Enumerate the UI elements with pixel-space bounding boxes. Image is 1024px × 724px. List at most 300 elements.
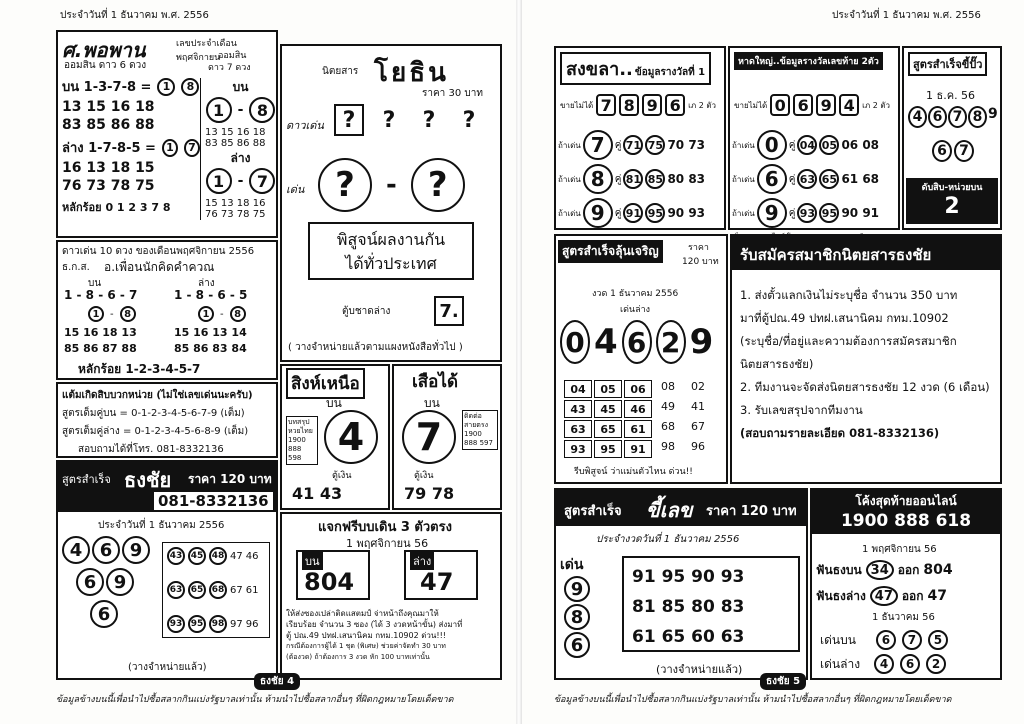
lunjarern-cell: 65 <box>594 420 622 438</box>
fast-date: 1 ธ.ค. 56 <box>926 89 976 102</box>
friend-box: ดาวเด่น 10 ดวง ของเดือนพฤศจิกายน 2556 ธ.ก.ส. อ.เพื่อนนักคิดคำควณ บน ล่าง 1 - 8 - 6 - 7 1 - 8 - 6 - 5 1 - 8 1 - 8 15 16 18 13 15 16 13 14 85 86 87 88 85 86 83 84 หลักร้อย 1-2-3-4-5-7 <box>56 240 278 380</box>
hatyai-rows <box>732 128 879 230</box>
hatyai-row-key: ถ้าเด่น <box>732 174 755 184</box>
fast-p1: 6 <box>932 140 952 162</box>
tc-grid-row <box>167 547 265 565</box>
tc-g10: 63 <box>167 581 185 599</box>
left-header: ประจำวันที่ 1 ธันวาคม พ.ศ. 2556 <box>60 10 209 21</box>
songkhla-row-pairs: 90 93 <box>667 206 706 220</box>
tc-c4: 6 <box>76 568 104 596</box>
hotline-b-tail: ออก <box>901 588 924 603</box>
tc-g24: 96 <box>245 618 259 630</box>
friend-l2: 1 - 8 - 6 - 5 <box>174 288 248 302</box>
hatyai-row-c2: 65 <box>819 169 839 189</box>
yothin-q1: ? <box>334 104 364 136</box>
ptp-note2: ออมสิน <box>218 51 247 61</box>
kilek-shop: (วางจำหน่ายแล้ว) <box>656 663 743 676</box>
yothin-box <box>280 44 502 362</box>
ptp-r4: 76 73 78 75 <box>62 178 155 194</box>
free-bon-box <box>296 550 370 600</box>
yothin-duo-label: เด่น <box>286 183 305 196</box>
lunjarern-cell: 43 <box>564 400 592 418</box>
friend-name: อ.เพื่อนนักคิดคำควณ <box>104 260 215 274</box>
songkhla-row-label: คู่ <box>614 207 622 219</box>
tc-g14: 61 <box>245 584 259 596</box>
hotline-a-label: ฟันธงบน <box>816 562 862 577</box>
tc-g21: 95 <box>188 615 206 633</box>
member-contact: (สอบถามรายละเอียด 081-8332136) <box>740 426 940 440</box>
tc-g22: 98 <box>209 615 227 633</box>
hotline-top-label: เด่นบน <box>820 632 856 647</box>
suea-bon: บน <box>424 396 440 410</box>
hatyai-lead: ขายไม่ได้ <box>734 100 768 110</box>
free-lang-box <box>404 550 478 600</box>
lunjarern-note: รีบพิสูจน์ ว่าแม่นตัวไหน ด่วน!! <box>574 467 693 477</box>
lunjarern-cell: 06 <box>624 380 652 398</box>
kilek-brand: ขี้เลข <box>646 498 693 522</box>
lunjarern-cell: 95 <box>594 440 622 458</box>
yothin-shop: ( วางจำหน่ายแล้วตามแผงหนังสือทั่วไป ) <box>288 342 463 353</box>
free-lang: 47 <box>420 568 454 596</box>
songkhla-row-label: คู่ <box>614 139 622 151</box>
member-title: รับสมัครสมาชิกนิตยสารธงชัย <box>732 236 1000 270</box>
free-lang-label: ล่าง <box>410 552 434 570</box>
suea-side: ติดต่อ สายตรง 1900 888 597 <box>462 410 498 450</box>
tc-g04: 46 <box>245 550 259 562</box>
lunjarern-price1: ราคา <box>688 243 709 253</box>
lunjarern-d4: 2 <box>656 320 686 364</box>
ptp-bon-c1: 1 <box>157 78 175 96</box>
tc-g01: 45 <box>188 547 206 565</box>
free-t2: เรียบร้อย จำนวน 3 ซอง (ได้ 3 งวดหน้าขั้น) ส่งมาที่ <box>286 620 463 629</box>
lunjarern-box <box>554 234 728 484</box>
unit-contact: สอบถามได้ที่โทร. 081-8332136 <box>78 444 224 455</box>
hatyai-row-key: ถ้าเด่น <box>732 140 755 150</box>
kilek-box <box>554 488 808 680</box>
lunjarern-draw: งวด 1 ธันวาคม 2556 <box>592 289 679 299</box>
songkhla-row-c2: 85 <box>645 169 665 189</box>
tc-banner <box>58 462 276 512</box>
member-p2: มาที่ตู้ปณ.49 ปทฝ.เสนานิคม กทม.10902 <box>740 311 949 325</box>
kilek-prefix: สูตรสำเร็จ <box>564 504 622 519</box>
tc-phone: 081-8332136 <box>154 492 273 510</box>
tc-date: ประจำวันที่ 1 ธันวาคม 2556 <box>98 520 225 531</box>
hotline-a <box>816 560 953 580</box>
hatyai-row-c2: 95 <box>819 203 839 223</box>
member-body <box>740 284 998 445</box>
yothin-tub: ตู้บชาดล่าง <box>342 306 391 317</box>
friend-l1: 1 - 8 - 6 - 7 <box>64 288 138 302</box>
unit-box <box>56 382 278 458</box>
lunjarern-d3: 6 <box>622 320 652 364</box>
tc-g02: 48 <box>209 547 227 565</box>
tc-brand: ธงชัย <box>124 468 172 492</box>
songkhla-rows <box>558 128 705 230</box>
hotline-title: โค้งสุดท้ายออนไลน์ <box>855 494 957 508</box>
ptp-side: บน 1 - 8 13 15 16 18 83 85 86 88 ล่าง 1 - 7 15 13 18 16 76 73 78 75 <box>200 78 276 220</box>
ptp-title: ศ.พอพาน <box>62 38 146 62</box>
friend-n2: 85 86 87 88 <box>64 342 137 355</box>
kilek-c1: 9 <box>564 576 590 602</box>
yothin-duo-a: ? <box>318 158 372 212</box>
ptp-main <box>62 76 200 216</box>
right-page <box>522 0 1024 724</box>
lunjarern-cell: 02 <box>691 380 705 393</box>
lunjarern-cell: 45 <box>594 400 622 418</box>
lunjarern-lead: เด่นล่าง <box>620 305 651 315</box>
hotline-low-2: 6 <box>900 654 920 674</box>
hotline-low-label: เด่นล่าง <box>820 656 861 671</box>
ptp-note3: ดาว 7 ดวง <box>208 63 251 73</box>
hatyai-row-label: คู่ <box>788 173 796 185</box>
kilek-row1: 91 95 90 93 <box>632 567 745 587</box>
fast-num: 2 <box>944 194 960 219</box>
kilek-row3: 61 65 60 63 <box>632 627 745 647</box>
lunjarern-cell: 96 <box>691 440 705 453</box>
songkhla-row-big: 7 <box>583 130 613 160</box>
yothin-proof <box>308 222 474 280</box>
yothin-title: โยธิน <box>374 58 449 88</box>
hatyai-row-pairs: 06 08 <box>841 138 880 152</box>
hatyai-row-c2: 05 <box>819 135 839 155</box>
tc-g12: 68 <box>209 581 227 599</box>
hotline-d2: 1 ธันวาคม 56 <box>872 612 935 623</box>
hotline-top-1: 6 <box>876 630 896 650</box>
kilek-date: ประจำงวดวันที่ 1 ธันวาคม 2556 <box>596 534 740 545</box>
unit-f1: สูตรเด็มคู่บน = 0-1-2-3-4-5-6-7-9 (เต็ม) <box>62 408 245 419</box>
fast-p2: 7 <box>954 140 974 162</box>
ptp-s1: 13 15 16 18 <box>205 127 266 138</box>
suea-box <box>392 364 502 510</box>
free-bon-label: บน <box>302 552 323 570</box>
fast-title: สูตรสำเร็จขี้ปั๊ว <box>908 52 987 76</box>
free-t5: (ต้องวด) ถ้าต้องการ 3 งวด หัก 100 บาทเท่านั้น <box>286 653 430 661</box>
free-t4: กรณีต้องการผู้ได้ 1 ชุด (พิเศษ) ช่วยค่าจัดทำ 30 บาท <box>286 642 446 650</box>
hotline-b-label: ฟันธงล่าง <box>816 588 866 603</box>
unit-f2: สูตรเต็มคู่ล่าง = 0-1-2-3-4-5-6-8-9 (เต็ม) <box>62 426 249 437</box>
songkhla-title: สงขลา.. <box>566 59 633 80</box>
yothin-proof2: ได้ทั่วประเทศ <box>345 254 437 273</box>
tc-g03: 47 <box>230 550 243 562</box>
tc-grid-row <box>167 615 265 633</box>
hatyai-row-pairs: 90 91 <box>841 206 880 220</box>
songkhla-lead: ขายไม่ได้ <box>560 100 594 110</box>
hotline-banner <box>812 490 1000 534</box>
suea-pair: 79 78 <box>404 484 455 503</box>
ptp-r2: 83 85 86 88 <box>62 117 155 133</box>
suea-big: 7 <box>402 410 456 464</box>
tc-g23: 97 <box>230 618 243 630</box>
hotline-d1: 1 พฤศจิกายน 56 <box>862 544 937 555</box>
friend-c2a: 1 <box>198 306 214 322</box>
lunjarern-cell: 91 <box>624 440 652 458</box>
hotline-phone: 1900 888 618 <box>840 511 972 531</box>
friend-hundreds: หลักร้อย 1-2-3-4-5-7 <box>78 362 201 376</box>
tc-box <box>56 460 278 680</box>
fast-c5: 9 <box>988 106 998 122</box>
tc-g20: 93 <box>167 615 185 633</box>
songkhla-row-key: ถ้าเด่น <box>558 140 581 150</box>
lunjarern-price2: 120 บาท <box>682 257 719 267</box>
free-box <box>280 512 502 680</box>
ptp-bon-line: บน 1-3-7-8 = <box>62 80 152 95</box>
free-bon: 804 <box>304 568 355 596</box>
sing-big: 4 <box>324 410 378 464</box>
kilek-c3: 6 <box>564 632 590 658</box>
hatyai-box <box>728 46 900 230</box>
hatyai-row-big: 6 <box>757 164 787 194</box>
tc-c3: 9 <box>122 536 150 564</box>
suea-tooshok: ตู้เงิน <box>414 471 434 481</box>
hatyai-n2: 6 <box>793 94 813 116</box>
songkhla-row-c1: 81 <box>623 169 643 189</box>
hotline-low <box>820 654 946 674</box>
hotline-top <box>820 630 948 650</box>
ptp-note: เลขประจำเดือนพฤศจิกายน <box>176 39 237 63</box>
fast-c2: 6 <box>928 106 947 128</box>
songkhla-row-big: 9 <box>583 198 613 228</box>
lunjarern-cell: 98 <box>661 440 675 453</box>
lunjarern-cell: 04 <box>564 380 592 398</box>
tc-grid <box>162 542 270 638</box>
kilek-row2: 81 85 80 83 <box>632 597 745 617</box>
lunjarern-cell: 63 <box>564 420 592 438</box>
hotline-a-val: 804 <box>923 562 953 578</box>
tc-g11: 65 <box>188 581 206 599</box>
hotline-top-3: 5 <box>928 630 948 650</box>
friend-c2b: 8 <box>230 306 246 322</box>
kilek-price: ราคา 120 บาท <box>706 504 797 519</box>
friend-lang: ล่าง <box>198 278 215 289</box>
hotline-b-val: 47 <box>927 588 948 604</box>
left-page-number: ธงชัย 4 <box>254 673 300 690</box>
ptp-pair2-a: 1 <box>206 168 232 194</box>
songkhla-row-c1: 71 <box>623 135 643 155</box>
hatyai-row-label: คู่ <box>788 207 796 219</box>
tc-prefix: สูตรสำเร็จ <box>62 473 111 486</box>
hatyai-title: หาดใหญ่..ข้อมูลรางวัลเลขท้าย 2ตัว <box>734 52 883 70</box>
lunjarern-cell: 68 <box>661 420 675 433</box>
ptp-r1: 13 15 16 18 <box>62 99 155 115</box>
member-p6: 3. รับเลขสรุปจากทีมงาน <box>740 403 863 417</box>
friend-bon: บน <box>88 278 102 289</box>
hotline-box <box>810 488 1002 680</box>
hotline-low-1: 4 <box>874 654 894 674</box>
friend-c1a: 1 <box>88 306 104 322</box>
hatyai-row-key: ถ้าเด่น <box>732 208 755 218</box>
free-t1: ให้ส่งซองเปล่าติดแสตมป์ จ่าหน้าถึงคุณมาให้ <box>286 609 439 618</box>
free-title: แจกฟรีบบเดิน 3 ตัวตรง <box>318 520 452 535</box>
unit-title: แต้มเกิดสิบบวกหน่วย (ไม่ใช่เลขเด่นนะครับ) <box>62 390 253 401</box>
lunjarern-cell: 05 <box>594 380 622 398</box>
fast-box <box>902 46 1002 230</box>
free-date: 1 พฤศจิกายน 56 <box>346 537 429 550</box>
yothin-q2: ? <box>382 107 396 133</box>
songkhla-n2: 8 <box>619 94 639 116</box>
songkhla-row-pairs: 70 73 <box>667 138 706 152</box>
yothin-duo-b: ? <box>411 158 465 212</box>
ptp-s3: 15 13 18 16 <box>205 198 266 209</box>
ptp-lang-c1: 1 <box>162 139 178 157</box>
songkhla-row-c2: 75 <box>645 135 665 155</box>
tc-shop: (วางจำหน่ายแล้ว) <box>128 662 207 673</box>
fast-label: ดับสิบ-หน่วยบน <box>921 183 983 193</box>
friend-n4: 85 86 83 84 <box>174 342 247 355</box>
lunjarern-cell: 46 <box>624 400 652 418</box>
friend-n1: 15 16 18 13 <box>64 326 137 339</box>
ptp-lang-c2: 7 <box>184 139 200 157</box>
sing-title: สิงห์เหนือ <box>286 368 365 399</box>
lunjarern-d2: 4 <box>594 322 618 362</box>
songkhla-row-c2: 95 <box>645 203 665 223</box>
tc-g00: 43 <box>167 547 185 565</box>
hatyai-row-c1: 04 <box>797 135 817 155</box>
hotline-b-circ: 47 <box>870 586 898 606</box>
kilek-circles <box>564 576 590 658</box>
kilek-lead: เด่น <box>560 557 584 573</box>
hatyai-row-c1: 93 <box>797 203 817 223</box>
right-footer: ข้อมูลข้างบนนี้เพื่อนำไปซื้อสลากกินแบ่งรัฐบาลเท่านั้น ห้ามนำไปซื้อสลากอื่นๆ ที่ผิดกฎหมายโดยเด็ดขาด <box>554 695 952 705</box>
ptp-bon-label: บน <box>232 80 249 94</box>
hatyai-row-big: 0 <box>757 130 787 160</box>
songkhla-n3: 9 <box>642 94 662 116</box>
sing-pair: 41 43 <box>292 484 343 503</box>
friend-bank: ธ.ก.ส. <box>62 262 90 273</box>
left-footer: ข้อมูลข้างบนนี้เพื่อนำไปซื้อสลากกินแบ่งรัฐบาลเท่านั้น ห้ามนำไปซื้อสลากอื่นๆ ที่ผิดกฎหมายโดยเด็ดขาด <box>56 695 454 705</box>
yothin-q3: ? <box>422 107 436 133</box>
member-p1: 1. ส่งตั้วแลกเงินไม่ระบุชื่อ จำนวน 350 บาท <box>740 288 958 302</box>
ptp-pair1-a: 1 <box>206 97 232 123</box>
yothin-duo: ? - ? <box>318 158 465 212</box>
kilek-banner <box>556 490 806 526</box>
kilek-c2: 8 <box>564 604 590 630</box>
songkhla-title-box <box>560 52 711 85</box>
lunjarern-title: สูตรสำเร็จลุ้นเจริญ <box>558 240 663 263</box>
right-page-number: ธงชัย 5 <box>760 673 806 690</box>
ptp-s4: 76 73 78 75 <box>205 209 266 220</box>
ptp-s2: 83 85 86 88 <box>205 138 266 149</box>
songkhla-row-key: ถ้าเด่น <box>558 174 581 184</box>
songkhla-row-c1: 91 <box>623 203 643 223</box>
right-header: ประจำวันที่ 1 ธันวาคม พ.ศ. 2556 <box>832 10 981 21</box>
ptp-pair1-b: 8 <box>249 97 275 123</box>
lunjarern-d5: 9 <box>689 322 714 362</box>
songkhla-sub: ข้อมูลรางวัลที่ 1 <box>634 67 706 78</box>
ptp-r3: 16 13 18 15 <box>62 160 155 176</box>
hotline-b <box>816 586 947 606</box>
yothin-proof1: พิสูจน์ผลงานกัน <box>336 230 446 249</box>
tc-c2: 6 <box>92 536 120 564</box>
hotline-a-circ: 34 <box>866 560 894 580</box>
tc-grid-row <box>167 581 265 599</box>
friend-c1b: 8 <box>120 306 136 322</box>
fast-c4: 8 <box>968 106 987 128</box>
ptp-lang-line: ล่าง 1-7-8-5 = <box>62 141 156 156</box>
tc-c6: 6 <box>90 600 118 628</box>
hatyai-row-big: 9 <box>757 198 787 228</box>
sing-tooshok: ตู้เงิน <box>332 471 352 481</box>
lunjarern-cell: 41 <box>691 400 705 413</box>
free-text <box>286 608 498 663</box>
lunjarern-cell: 61 <box>624 420 652 438</box>
fast-digits <box>908 106 998 128</box>
yothin-tub-num: 7. <box>434 296 464 326</box>
songkhla-box <box>554 46 726 230</box>
sing-side: บทสรุป หวยไทย 1900 888 598 <box>286 416 318 465</box>
hatyai-tail: เภ 2 ตัว <box>862 100 891 110</box>
fast-pair <box>932 140 974 162</box>
kilek-table <box>622 556 800 652</box>
ptp-bon-c2: 8 <box>181 78 199 96</box>
member-p4: นิตยสารธงชัย) <box>740 357 814 371</box>
lunjarern-cell: 49 <box>661 400 675 413</box>
yothin-lead: ดาวเด่น <box>286 119 324 132</box>
lunjarern-grid <box>564 380 712 458</box>
hotline-a-tail: ออก <box>897 562 920 577</box>
songkhla-tail: เภ 2 ตัว <box>688 100 717 110</box>
fast-c1: 4 <box>908 106 927 128</box>
lunjarern-digits <box>560 320 713 364</box>
member-p3: (ระบุชื่อ/ที่อยู่และความต้องการสมัครสมาชิก <box>740 334 957 348</box>
ptp-lang-label: ล่าง <box>230 151 251 165</box>
friend-n3: 15 16 13 14 <box>174 326 247 339</box>
ptp-sub: ออมสิน ดาว 6 ดวง <box>64 60 147 71</box>
tc-g13: 67 <box>230 584 243 596</box>
lunjarern-d1: 0 <box>560 320 590 364</box>
yothin-q-row <box>334 104 484 136</box>
friend-top: ดาวเด่น 10 ดวง ของเดือนพฤศจิกายน 2556 <box>62 246 255 257</box>
songkhla-row-big: 8 <box>583 164 613 194</box>
tc-circles <box>62 536 158 628</box>
songkhla-row-label: คู่ <box>614 173 622 185</box>
tc-c5: 9 <box>106 568 134 596</box>
songkhla-row-key: ถ้าเด่น <box>558 208 581 218</box>
tc-c1: 4 <box>62 536 90 564</box>
songkhla-n4: 6 <box>665 94 685 116</box>
ptp-hundreds: หลักร้อย 0 1 2 3 7 8 <box>62 201 171 214</box>
songkhla-lead-row <box>560 94 716 116</box>
fast-label-box <box>906 178 998 224</box>
yothin-prefix: นิตยสาร <box>322 66 359 77</box>
hatyai-row-c1: 63 <box>797 169 817 189</box>
hatyai-n3: 9 <box>816 94 836 116</box>
suea-title: เสือได้ <box>412 372 458 392</box>
hatyai-n1: 0 <box>770 94 790 116</box>
songkhla-row-pairs: 80 83 <box>667 172 706 186</box>
ptp-box <box>56 30 278 238</box>
hotline-top-2: 7 <box>902 630 922 650</box>
hotline-low-3: 2 <box>926 654 946 674</box>
ptp-pair2-b: 7 <box>249 168 275 194</box>
free-t3: ตู้ ปณ.49 ปทฝ.เสนานิคม กทม.10902 ด่วน!!! <box>286 631 447 640</box>
songkhla-n1: 7 <box>596 94 616 116</box>
tc-price: ราคา 120 บาท <box>188 472 272 486</box>
hatyai-n4: 4 <box>839 94 859 116</box>
lunjarern-cell: 67 <box>691 420 705 433</box>
member-box <box>730 234 1002 484</box>
sing-bon: บน <box>326 396 342 410</box>
hatyai-row-pairs: 61 68 <box>841 172 880 186</box>
hatyai-row-label: คู่ <box>788 139 796 151</box>
yothin-q4: ? <box>462 107 476 133</box>
lunjarern-cell: 93 <box>564 440 592 458</box>
sing-box <box>280 364 390 510</box>
hatyai-lead-row <box>734 94 890 116</box>
fast-c3: 7 <box>948 106 967 128</box>
lunjarern-cell: 08 <box>661 380 675 393</box>
member-p5: 2. ทีมงานจะจัดส่งนิตยสารธงชัย 12 งวด (6 เดือน) <box>740 380 990 394</box>
yothin-price: ราคา 30 บาท <box>422 88 483 99</box>
